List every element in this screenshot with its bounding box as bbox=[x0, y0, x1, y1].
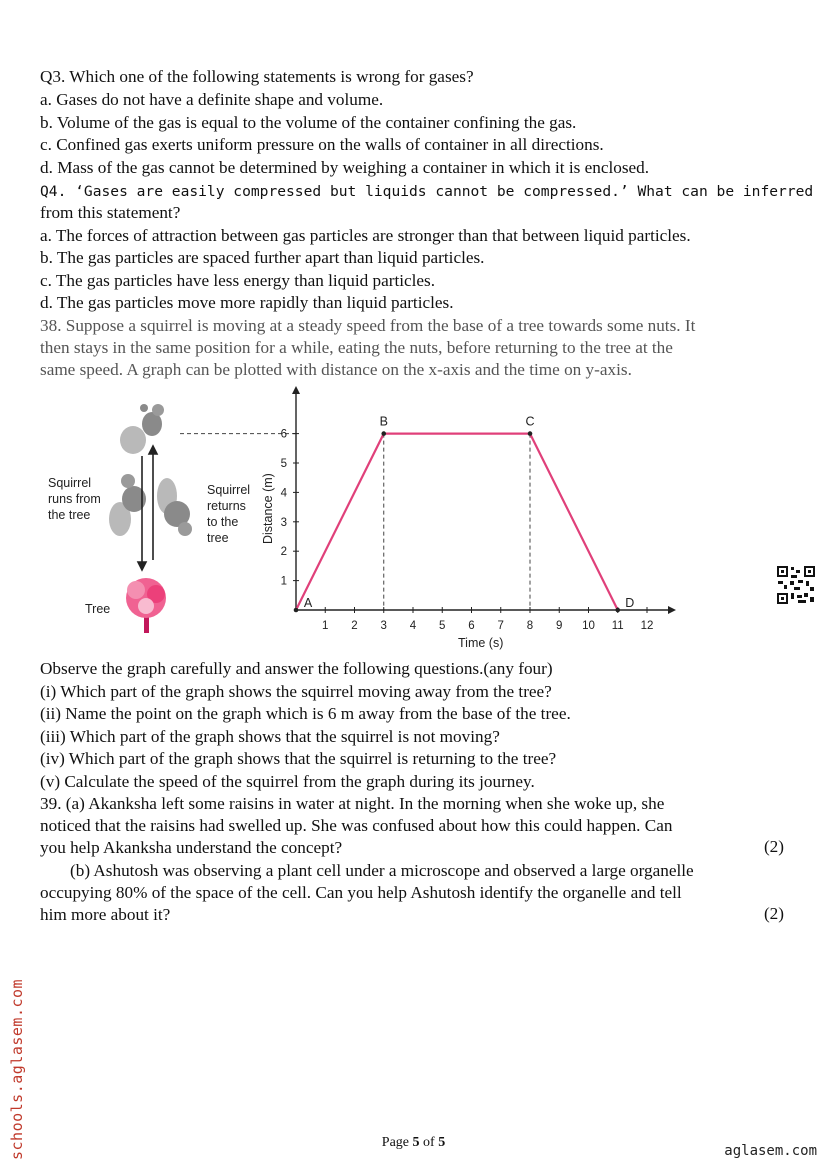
x-tick-label: 11 bbox=[611, 620, 624, 632]
q3-question: Q3. Which one of the following statements is wrong for gases? bbox=[40, 67, 474, 86]
label-returns-line1: Squirrel bbox=[207, 483, 251, 497]
label-returns-line4: tree bbox=[207, 531, 229, 545]
y-axis-arrow-icon bbox=[292, 386, 300, 394]
point-label-C: C bbox=[525, 414, 535, 429]
point-label-D: D bbox=[625, 596, 635, 610]
squirrel-running-illustration bbox=[109, 474, 146, 536]
q39b-marks: (2) bbox=[763, 904, 784, 923]
x-tick-label: 8 bbox=[526, 620, 534, 632]
x-tick-label: 1 bbox=[322, 620, 329, 632]
q39b-line2: occupying 80% of the space of the cell. Can you help Ashutosh identify the organelle and tell bbox=[40, 883, 682, 902]
side-watermark: schools.aglasem.com bbox=[8, 978, 26, 1160]
q3-option-a: a. Gases do not have a definite shape and volume. bbox=[40, 90, 384, 109]
distance-time-line bbox=[296, 434, 618, 610]
tree-illustration bbox=[126, 578, 166, 633]
x-tick-label: 4 bbox=[409, 620, 417, 632]
q39a-marks: (2) bbox=[763, 837, 784, 856]
point-A bbox=[294, 608, 299, 613]
q39b-line1: (b) Ashutosh was observing a plant cell under a microscope and observed a large organelle bbox=[70, 861, 694, 880]
y-tick-label: 1 bbox=[280, 575, 287, 588]
point-D bbox=[615, 608, 620, 613]
point-label-B: B bbox=[379, 414, 388, 429]
squirrel-at-nuts-illustration bbox=[120, 404, 164, 454]
qr-code-icon bbox=[776, 565, 816, 605]
y-tick-label: 6 bbox=[280, 428, 287, 441]
label-runs-line2: runs from bbox=[48, 492, 101, 506]
q38-line3: same speed. A graph can be plotted with distance on the x-axis and the time on y-axis. bbox=[40, 360, 632, 379]
x-tick-label: 7 bbox=[497, 620, 504, 632]
footer-prefix: Page bbox=[381, 1135, 413, 1150]
q3-option-c: c. Confined gas exerts uniform pressure on the walls of container in all directions. bbox=[40, 135, 604, 154]
y-tick-label: 5 bbox=[280, 458, 287, 470]
y-tick-label: 4 bbox=[280, 487, 287, 500]
q3-option-b: b. Volume of the gas is equal to the volume of the container confining the gas. bbox=[40, 113, 577, 132]
q4-question-line1: Q4. ‘Gases are easily compressed but liquids cannot be compressed.’ What can be inferred bbox=[40, 183, 814, 200]
q38-instruction: Observe the graph carefully and answer the following questions.(any four) bbox=[40, 659, 553, 678]
q4-question-line2: from this statement? bbox=[40, 203, 181, 222]
y-tick-label: 2 bbox=[280, 546, 287, 559]
q3-option-d: d. Mass of the gas cannot be determined by weighing a container in which it is enclosed. bbox=[40, 158, 650, 177]
q38-part-v: (v) Calculate the speed of the squirrel from the graph during its journey. bbox=[40, 772, 535, 791]
point-C bbox=[528, 431, 533, 436]
x-tick-label: 3 bbox=[380, 620, 387, 632]
footer-of: of bbox=[419, 1135, 439, 1150]
brand-watermark: aglasem.com bbox=[724, 1143, 817, 1159]
x-tick-label: 2 bbox=[351, 620, 358, 632]
q39b-line3: him more about it? bbox=[40, 905, 171, 924]
y-axis-label: Distance (m) bbox=[261, 473, 275, 544]
label-returns-line3: to the bbox=[207, 515, 239, 529]
q4-option-a: a. The forces of attraction between gas particles are stronger than that between liquid particles. bbox=[40, 226, 691, 245]
footer-current-page: 5 bbox=[412, 1135, 420, 1150]
x-tick-label: 6 bbox=[468, 620, 475, 632]
footer-total-pages: 5 bbox=[438, 1135, 446, 1150]
distance-time-graph bbox=[180, 386, 676, 650]
point-label-A: A bbox=[303, 596, 313, 610]
x-axis-label: Time (s) bbox=[458, 636, 504, 650]
x-tick-label: 12 bbox=[640, 620, 654, 632]
x-tick-label: 5 bbox=[439, 620, 446, 632]
label-tree: Tree bbox=[85, 602, 111, 616]
x-axis-arrow-icon bbox=[668, 606, 676, 614]
squirrel-returning-illustration bbox=[157, 478, 192, 536]
q38-line1: 38. Suppose a squirrel is moving at a steady speed from the base of a tree towards some nuts. It bbox=[40, 316, 696, 335]
label-runs-line1: Squirrel bbox=[48, 476, 92, 490]
point-B bbox=[381, 431, 386, 436]
squirrel-figure bbox=[40, 384, 680, 656]
q39a-line2: noticed that the raisins had swelled up. She was confused about how this could happen. Can bbox=[40, 816, 673, 835]
q38-line2: then stays in the same position for a while, eating the nuts, before returning to the tree at the bbox=[40, 338, 673, 357]
q38-part-ii: (ii) Name the point on the graph which is 6 m away from the base of the tree. bbox=[40, 704, 571, 723]
q38-part-iii: (iii) Which part of the graph shows that the squirrel is not moving? bbox=[40, 727, 500, 746]
y-tick-label: 3 bbox=[280, 516, 287, 529]
label-runs-line3: the tree bbox=[48, 508, 91, 522]
q39a-line3: you help Akanksha understand the concept? bbox=[40, 838, 343, 857]
q4-option-d: d. The gas particles move more rapidly than liquid particles. bbox=[40, 293, 454, 312]
page-footer bbox=[0, 1135, 827, 1151]
q4-option-c: c. The gas particles have less energy than liquid particles. bbox=[40, 271, 436, 290]
q39a-line1: 39. (a) Akanksha left some raisins in water at night. In the morning when she woke up, she bbox=[40, 794, 665, 813]
q38-part-iv: (iv) Which part of the graph shows that the squirrel is returning to the tree? bbox=[40, 749, 557, 768]
q4-option-b: b. The gas particles are spaced further apart than liquid particles. bbox=[40, 248, 485, 267]
x-tick-label: 9 bbox=[556, 620, 563, 632]
label-returns-line2: returns bbox=[207, 499, 246, 513]
x-tick-label: 10 bbox=[582, 620, 595, 632]
q38-part-i: (i) Which part of the graph shows the squirrel moving away from the tree? bbox=[40, 682, 552, 701]
